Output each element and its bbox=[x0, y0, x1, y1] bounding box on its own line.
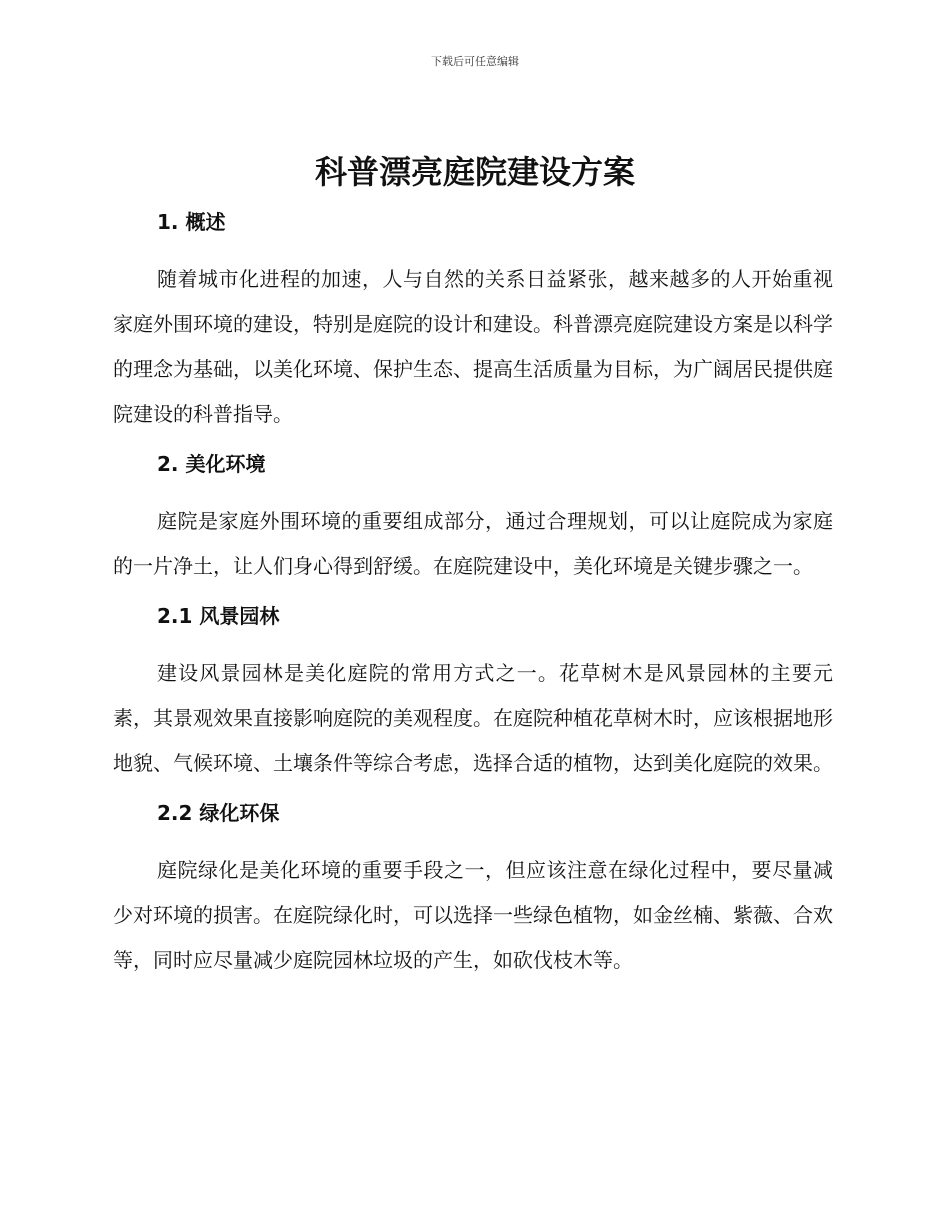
page-header-note: 下载后可任意编辑 bbox=[431, 55, 519, 68]
section-paragraph: 随着城市化进程的加速，人与自然的关系日益紧张，越来越多的人开始重视家庭外围环境的建设，特别是庭院的设计和建设。科普漂亮庭院建设方案是以科学的理念为基础，以美化环境、保护生态、提高生活质量为目标，为广阔居民提供庭院建设的科普指导。 bbox=[113, 267, 833, 426]
section-heading: 1. 概述 bbox=[157, 210, 226, 234]
section-heading: 2.1 风景园林 bbox=[157, 604, 280, 628]
section-beautify-environment bbox=[113, 447, 833, 599]
document-title: 科普漂亮庭院建设方案 bbox=[314, 153, 635, 191]
section-paragraph: 建设风景园林是美化庭院的常用方式之一。花草树木是风景园林的主要元素，其景观效果直接影响庭院的美观程度。在庭院种植花草树木时，应该根据地形地貌、气候环境、土壤条件等综合考虑，选择合适的植物，达到美化庭院的效果。 bbox=[113, 661, 833, 775]
section-landscape-garden bbox=[113, 599, 833, 796]
section-greening bbox=[113, 796, 833, 983]
section-overview bbox=[113, 205, 833, 447]
document-body bbox=[113, 205, 833, 983]
section-paragraph: 庭院绿化是美化环境的重要手段之一，但应该注意在绿化过程中，要尽量减少对环境的损害。在庭院绿化时，可以选择一些绿色植物，如金丝楠、紫薇、合欢等，同时应尽量减少庭院园林垃圾的产生，如砍伐枝木等。 bbox=[113, 858, 833, 972]
section-paragraph: 庭院是家庭外围环境的重要组成部分，通过合理规划，可以让庭院成为家庭的一片净土，让人们身心得到舒缓。在庭院建设中，美化环境是关键步骤之一。 bbox=[113, 509, 833, 578]
section-heading: 2.2 绿化环保 bbox=[157, 801, 280, 825]
section-heading: 2. 美化环境 bbox=[157, 452, 266, 476]
